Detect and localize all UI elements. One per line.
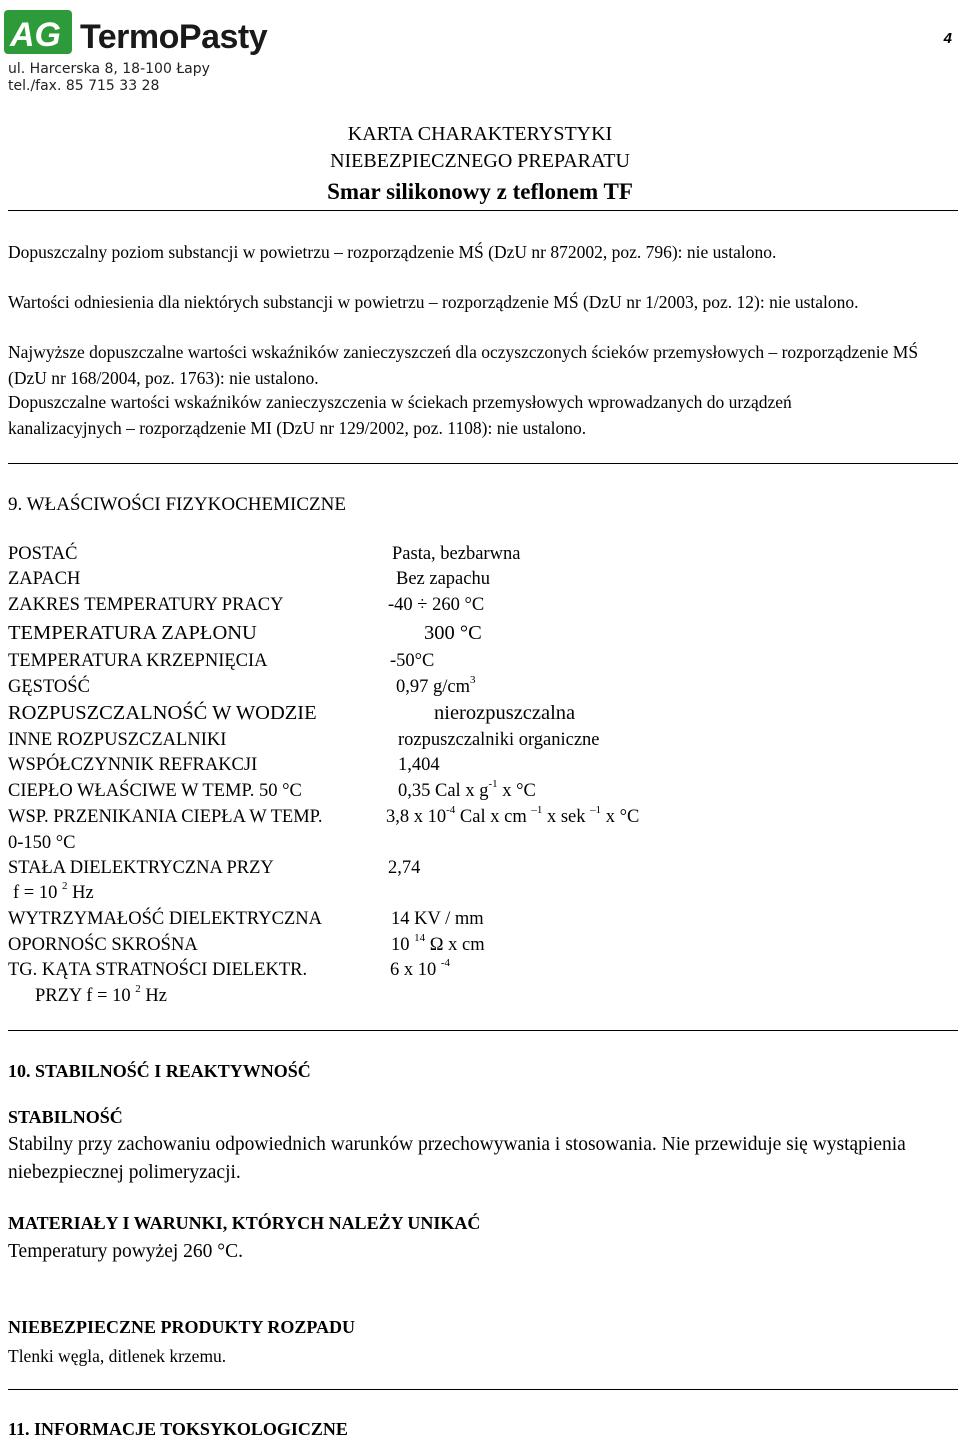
property-label: TEMPERATURA ZAPŁONU bbox=[8, 622, 257, 644]
superscript: –1 bbox=[531, 804, 543, 816]
divider bbox=[8, 1030, 958, 1031]
divider bbox=[8, 463, 958, 464]
superscript: 2 bbox=[135, 983, 141, 995]
decomposition-text: Tlenki węgla, ditlenek krzemu. bbox=[8, 1346, 227, 1366]
avoid-text: Temperatury powyżej 260 °C. bbox=[8, 1241, 243, 1262]
property-label: INNE ROZPUSZCZALNIKI bbox=[8, 730, 227, 750]
property-value bbox=[388, 595, 484, 616]
property-value bbox=[398, 778, 536, 802]
company-logo bbox=[4, 8, 304, 56]
logo-brand-text: TermoPasty bbox=[80, 18, 268, 56]
range-max: 260 °C bbox=[432, 595, 485, 615]
property-value: 300 °C bbox=[424, 622, 482, 644]
property-label: TG. KĄTA STRATNOŚCI DIELEKTR. bbox=[8, 960, 308, 980]
company-phone: tel./fax. 85 715 33 28 bbox=[8, 78, 160, 94]
paragraph-sewage-limit: Dopuszczalne wartości wskaźników zanieczyszczenia w ściekach przemysłowych wprowadzanych do urządzeń kanalizacyjnych – rozporządzenie MI (DzU nr 129/2002, poz. 1108): nie ustalono. bbox=[8, 392, 792, 438]
company-address: ul. Harcerska 8, 18-100 Łapy bbox=[8, 61, 210, 77]
property-label: POSTAĆ bbox=[8, 544, 78, 564]
superscript: -4 bbox=[446, 804, 456, 816]
property-value: Bez zapachu bbox=[396, 569, 490, 589]
divider bbox=[8, 210, 958, 211]
property-label: WYTRZYMAŁOŚĆ DIELEKTRYCZNA bbox=[8, 909, 322, 929]
doc-title-line1: KARTA CHARAKTERYSTYKI bbox=[347, 123, 613, 145]
property-value: nierozpuszczalna bbox=[434, 702, 576, 724]
conductivity-value: 3,8 x 10 bbox=[386, 807, 447, 827]
section-heading: 11. INFORMACJE TOKSYKOLOGICZNE bbox=[8, 1419, 348, 1439]
property-value: 6 x 10 $^{-4}$ bbox=[390, 957, 451, 980]
subsection-heading: STABILNOŚĆ bbox=[8, 1107, 123, 1127]
property-value: 2,74 bbox=[388, 858, 421, 878]
property-value bbox=[396, 674, 476, 698]
heat-unit: x °C bbox=[502, 781, 536, 801]
property-label: GĘSTOŚĆ bbox=[8, 677, 90, 697]
superscript: -1 bbox=[488, 778, 498, 790]
superscript: 2 bbox=[61, 880, 68, 892]
conductivity-unit-2: x sek bbox=[546, 807, 586, 827]
property-label: STAŁA DIELEKTRYCZNA PRZY bbox=[8, 858, 274, 878]
paragraph-air-limit: Dopuszczalny poziom substancji w powietrzu – rozporządzenie MŚ (DzU nr 872002, poz. 796): nie ustalono. bbox=[8, 242, 777, 262]
property-value: 10 $^{14}$ Ω x cm bbox=[391, 932, 485, 955]
divider bbox=[8, 1389, 958, 1390]
property-label: ZAPACH bbox=[8, 569, 81, 589]
property-label: WSPÓŁCZYNNIK REFRAKCJI bbox=[8, 755, 258, 775]
property-label: CIEPŁO WŁAŚCIWE W TEMP. 50 °C bbox=[8, 781, 302, 801]
doc-title-line2: NIEBEZPIECZNEGO PREPARATU bbox=[330, 150, 630, 172]
paragraph-reference-values: Wartości odniesienia dla niektórych substancji w powietrzu – rozporządzenie MŚ (DzU nr 1/2003, poz. 12): nie ustalono. bbox=[8, 292, 859, 312]
conductivity-unit-1: Cal x cm bbox=[459, 807, 527, 827]
property-label-continued: 0-150 °C bbox=[8, 833, 76, 853]
property-label: ROZPUSZCZALNOŚĆ W WODZIE bbox=[8, 702, 317, 724]
property-label: OPORNOŚC SKROŚNA bbox=[8, 935, 198, 955]
property-value: Pasta, bezbarwna bbox=[392, 544, 521, 564]
property-label-continued: PRZY f = 10 $^2$ Hz bbox=[35, 983, 167, 1006]
property-value: rozpuszczalniki organiczne bbox=[398, 730, 600, 750]
property-label: TEMPERATURA KRZEPNIĘCIA bbox=[8, 651, 268, 671]
property-value: 14 KV / mm bbox=[391, 909, 484, 929]
property-label: ZAKRES TEMPERATURY PRACY bbox=[8, 595, 284, 615]
page-number: 4 bbox=[943, 30, 952, 47]
superscript: -4 bbox=[440, 957, 451, 969]
section-heading: 10. STABILNOŚĆ I REAKTYWNOŚĆ bbox=[8, 1061, 311, 1081]
property-value bbox=[386, 804, 640, 828]
superscript: 14 bbox=[414, 932, 426, 944]
property-label: WSP. PRZENIKANIA CIEPŁA W TEMP. bbox=[8, 807, 323, 827]
subsection-heading: MATERIAŁY I WARUNKI, KTÓRYCH NALEŻY UNIKAĆ bbox=[8, 1213, 481, 1233]
density-value: 0,97 g/cm bbox=[396, 677, 470, 697]
doc-title-product: Smar silikonowy z teflonem TF bbox=[327, 179, 633, 204]
superscript: –1 bbox=[590, 804, 602, 816]
range-min: -40 bbox=[388, 595, 413, 615]
section-heading: 9. WŁAŚCIWOŚCI FIZYKOCHEMICZNE bbox=[8, 494, 346, 515]
logo-ag-text: AG bbox=[10, 16, 61, 54]
property-value: 1,404 bbox=[398, 755, 440, 775]
superscript: 3 bbox=[470, 674, 476, 686]
range-symbol: ÷ bbox=[417, 595, 428, 615]
paragraph-wastewater-limit: Najwyższe dopuszczalne wartości wskaźników zanieczyszczeń dla oczyszczonych ścieków przemysłowych – rozporządzenie MŚ (DzU nr 168/2004, poz. 1763): nie ustalono. bbox=[8, 342, 919, 388]
conductivity-unit-3: x °C bbox=[605, 807, 640, 827]
stability-text: Stabilny przy zachowaniu odpowiednich warunków przechowywania i stosowania. Nie przewiduje się wystąpienia niebezpiecznej polimeryzacji. bbox=[8, 1134, 906, 1183]
property-label-continued: f = 10 $^2$ Hz bbox=[13, 880, 94, 903]
subsection-heading: NIEBEZPIECZNE PRODUKTY ROZPADU bbox=[8, 1317, 356, 1337]
heat-value: 0,35 Cal x g bbox=[398, 781, 489, 801]
property-value: -50°C bbox=[390, 651, 435, 671]
